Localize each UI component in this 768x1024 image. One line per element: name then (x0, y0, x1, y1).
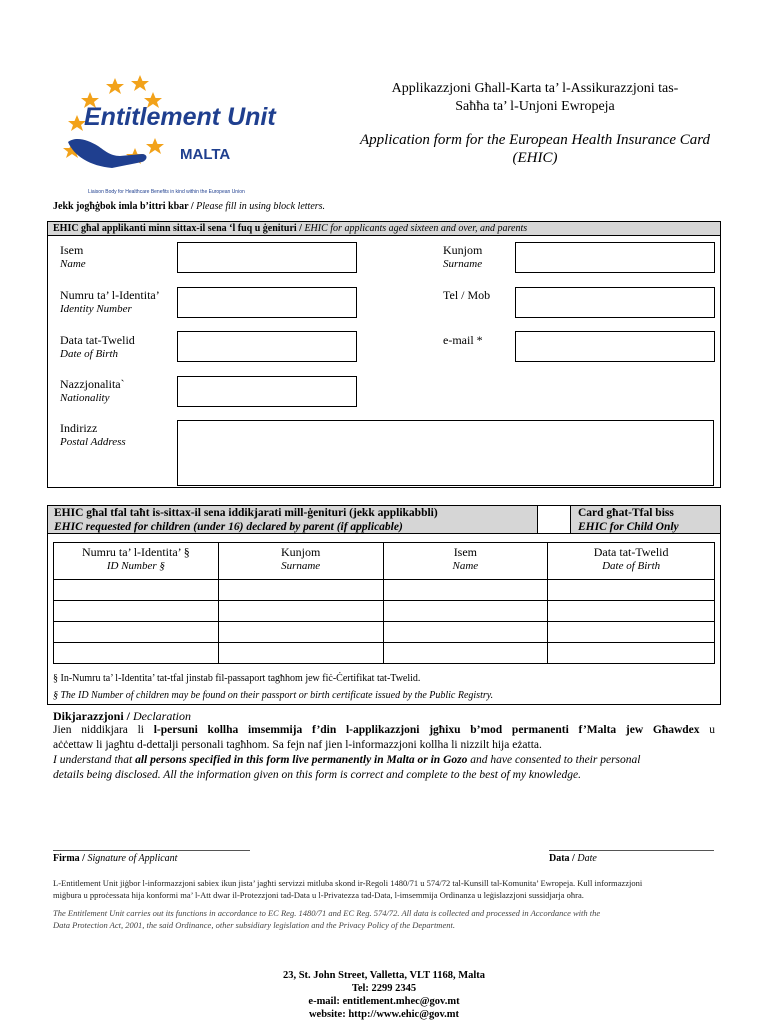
label-dob: Data tat-Twelid Date of Birth (60, 333, 135, 360)
name-input[interactable] (177, 242, 357, 273)
label-tel: Tel / Mob (443, 288, 491, 302)
table-cell[interactable] (54, 580, 219, 601)
legal-en-line1: The Entitlement Unit carries out its functions in accordance to EC Reg. 1480/71 and EC Reg. 574/72. All data is collected and processed in Accordance with the (53, 908, 601, 918)
title-english (335, 131, 735, 167)
label-name: Isem Name (60, 243, 86, 270)
declaration-en-line2: details being disclosed. All the information given on this form is correct and complete to the best of my knowledge. (53, 769, 581, 781)
signature-line[interactable] (53, 850, 250, 851)
title-en-line2: (EHIC) (512, 150, 558, 166)
declaration-mt-line1: Jien niddikjara li l-persuni kollha imsemmija f’din l-applikazzjoni jgħixu b’mod permanenti f’Malta jew Għawdex u (53, 724, 716, 736)
contact-email[interactable]: e-mail: entitlement.mhec@gov.mt (308, 996, 460, 1007)
children-header (48, 506, 538, 534)
column-name: Isem Name (383, 543, 548, 580)
title-maltese (335, 80, 735, 116)
declaration-mt-line2: aċċettaw li jagħtu d-dettalji personali tagħhom. Sa fejn naf jien l-informazzjoni kollha li nizzilt hija eżatta. (53, 739, 542, 751)
logo-graphic (60, 70, 325, 200)
label-email: e-mail * (443, 333, 483, 347)
table-cell[interactable] (548, 601, 715, 622)
logo-country: MALTA (180, 146, 231, 163)
date-line[interactable] (549, 850, 714, 851)
instruction-en: Please fill in using block letters. (196, 201, 326, 212)
children-note-mt: § In-Numru ta’ l-Identita’ tat-tfal jinstab fil-passaport tagħhom jew fiċ-Ċertifikat tat-Twelid. (53, 673, 421, 684)
title-en-line1: Application form for the European Health Insurance Card (359, 132, 711, 148)
table-cell[interactable] (548, 580, 715, 601)
table-cell[interactable] (218, 643, 383, 664)
declaration-en-line1: I understand that all persons specified in this form live permanently in Malta or in Gozo and have consented to their personal (53, 754, 641, 766)
table-cell[interactable] (383, 580, 548, 601)
table-cell[interactable] (383, 601, 548, 622)
label-id-number: Numru ta’ l-Identita’ Identity Number (60, 288, 160, 315)
dob-input[interactable] (177, 331, 357, 362)
date-label: Data / Date (549, 853, 597, 864)
table-cell[interactable] (548, 643, 715, 664)
table-cell[interactable] (383, 643, 548, 664)
contact-address: 23, St. John Street, Valletta, VLT 1168, Malta (282, 970, 486, 981)
surname-input[interactable] (515, 242, 715, 273)
nationality-input[interactable] (177, 376, 357, 407)
contact-website[interactable]: website: http://www.ehic@gov.mt (308, 1009, 460, 1020)
table-cell[interactable] (218, 601, 383, 622)
id-number-input[interactable] (177, 287, 357, 318)
table-cell[interactable] (218, 622, 383, 643)
star-icon (106, 78, 124, 94)
table-cell[interactable] (54, 622, 219, 643)
table-cell[interactable] (54, 601, 219, 622)
column-dob: Data tat-Twelid Date of Birth (548, 543, 715, 580)
column-surname: Kunjom Surname (218, 543, 383, 580)
table-row (54, 580, 715, 601)
adult-section-header (48, 222, 720, 236)
children-table-header (54, 543, 715, 580)
table-row (54, 622, 715, 643)
children-note-en: § The ID Number of children may be found on their passport or birth certificate issued by the Public Registry. (53, 690, 494, 701)
child-only-checkbox[interactable] (538, 506, 571, 534)
address-input[interactable] (177, 420, 714, 486)
star-icon (131, 75, 149, 91)
contact-tel: Tel: 2299 2345 (351, 983, 417, 994)
table-cell[interactable] (54, 643, 219, 664)
children-note (53, 670, 493, 704)
adult-header-mt: EHIC għal applikanti minn sittax-il sena ‘l fuq u ġenituri / (53, 223, 302, 234)
title-mt-line2: Saħħa ta’ l-Unjoni Ewropeja (455, 99, 615, 114)
legal-en-line2: Data Protection Act, 2001, the said Ordinance, other subsidiary legislation and the Privacy Policy of the Department. (53, 920, 455, 930)
tel-input[interactable] (515, 287, 715, 318)
contact-block (184, 969, 584, 1021)
logo-tagline: Liaison Body for Healthcare Benefits in kind within the European Union (88, 189, 245, 195)
label-address: Indirizz Postal Address (60, 421, 126, 448)
label-surname: Kunjom Surname (443, 243, 483, 270)
title-mt-line1: Applikazzjoni Għall-Karta ta’ l-Assikurazzjoni tas- (391, 81, 679, 96)
child-only-label: Card għat-Tfal biss EHIC for Child Only (571, 506, 720, 534)
label-nationality: Nazzjonalita` Nationality (60, 377, 125, 404)
column-id-number: Numru ta’ l-Identita’ § ID Number § (54, 543, 219, 580)
children-table (53, 542, 715, 664)
logo (60, 70, 325, 200)
children-header-mt: EHIC għal tfal taħt is-sittax-il sena iddikjarati mill-ġenituri (jekk applikabbli) (54, 507, 438, 519)
legal-mt-line1: L-Entitlement Unit jiġbor l-informazzjoni sabiex ikun jista’ jagħti servizzi mitluba skond ir-Regoli 1480/71 u 574/72 tal-Kunsill tal-Komunita’ Ewropeja. Kull informazzjoni (53, 878, 643, 888)
signature-label: Firma / Signature of Applicant (53, 853, 178, 864)
email-input[interactable] (515, 331, 715, 362)
instruction-mt: Jekk jogħġbok imla b’ittri kbar / (53, 201, 194, 212)
declaration-title: Dikjarazzjoni / Declaration (53, 709, 191, 723)
adult-header-en: EHIC for applicants aged sixteen and over, and parents (304, 223, 528, 234)
star-icon (146, 138, 164, 154)
legal-mt-line2: miġbura u pproċessata hija konformi ma’ l-Att dwar il-Protezzjoni tad-Data u l-Privatezza tad-Data, l-imsemmija Ordinanza u leġislazzjoni sussidjarja oħra. (53, 890, 584, 900)
table-cell[interactable] (548, 622, 715, 643)
declaration-text (53, 723, 715, 783)
table-row (54, 601, 715, 622)
table-cell[interactable] (218, 580, 383, 601)
logo-name: Entitlement Unit (84, 103, 276, 131)
table-cell[interactable] (383, 622, 548, 643)
children-header-en: EHIC requested for children (under 16) declared by parent (if applicable) (54, 521, 403, 533)
table-row (54, 643, 715, 664)
legal-text (53, 877, 715, 931)
instruction (53, 201, 325, 212)
